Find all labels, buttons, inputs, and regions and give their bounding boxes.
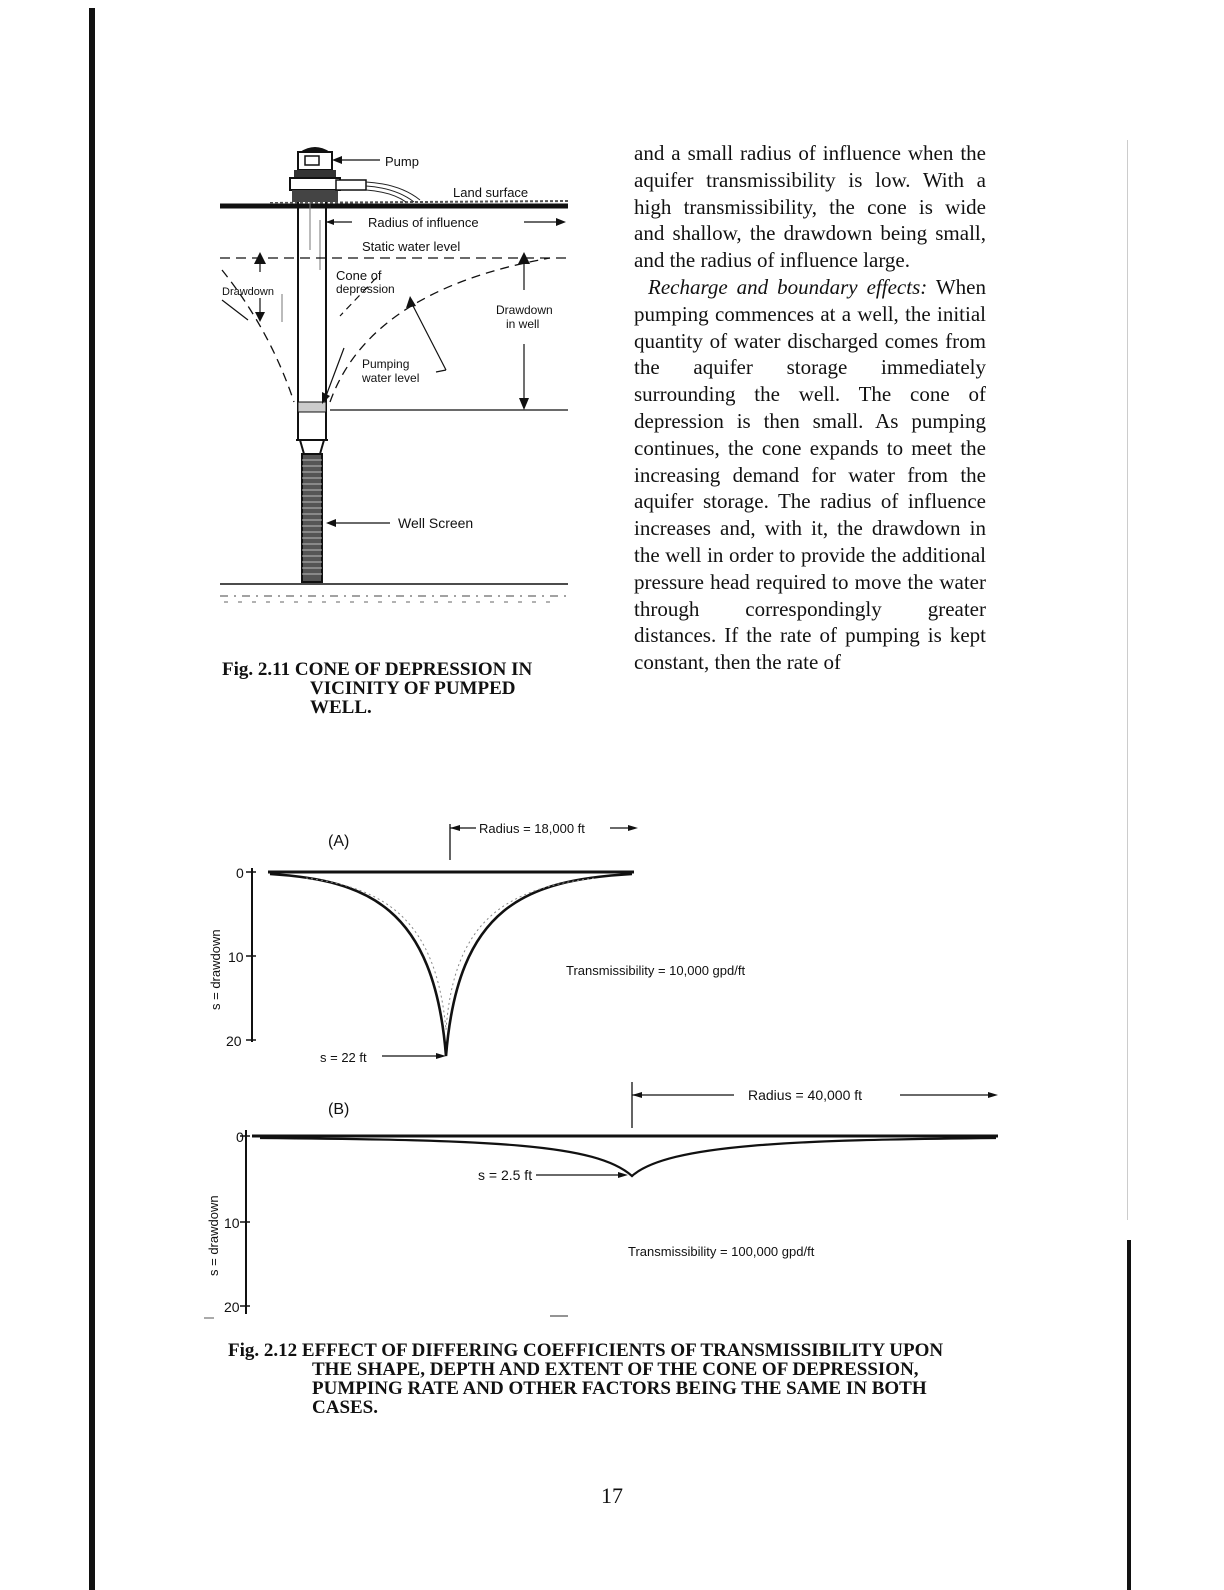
panel-a-ytick: 20 [226, 1033, 242, 1049]
pumping-level-pointers [322, 278, 446, 404]
panel-a-radius-label: Radius = 18,000 ft [479, 821, 585, 836]
panel-b-ytick: 20 [224, 1299, 240, 1315]
label-drawdown-well-line1: Drawdown [496, 303, 553, 317]
caption-line: THE SHAPE, DEPTH AND EXTENT OF THE CONE OF DEPRESSION, [312, 1359, 919, 1380]
panel-b-transmissibility: Transmissibility = 100,000 gpd/ft [628, 1244, 815, 1259]
panel-b-cone [260, 1138, 996, 1176]
label-radius-of-influence: Radius of influence [368, 215, 479, 230]
caption-line: CONE OF DEPRESSION IN [294, 659, 533, 680]
panel-b-ylabel: s = drawdown [206, 1195, 221, 1276]
page-edge-line [1127, 140, 1128, 1220]
label-land-surface: Land surface [453, 185, 529, 200]
label-pumping-line2: water level [362, 371, 420, 385]
land-surface-band [220, 201, 568, 206]
figure-2-12-diagram [196, 810, 1016, 1330]
panel-a-s-label: s = 22 ft [320, 1050, 367, 1065]
panel-a-ylabel: s = drawdown [208, 929, 223, 1010]
figure-2-12-caption [228, 1341, 993, 1417]
panel-a-ytick: 10 [228, 949, 244, 965]
panel-b-radius-label: Radius = 40,000 ft [748, 1087, 863, 1103]
label-drawdown-well-line2: in well [506, 317, 540, 331]
caption-number: Fig. 2.12 [228, 1340, 298, 1361]
label-cone-line1: Cone of [336, 268, 382, 283]
panel-a [208, 821, 745, 1065]
panel-b-label: (B) [328, 1101, 350, 1118]
label-pumping-line1: Pumping [362, 357, 410, 371]
pump-pointer [332, 156, 380, 164]
page-edge-bar-right [1127, 1240, 1131, 1590]
paragraph [634, 274, 986, 676]
paragraph: and a small radius of influence when the aquifer transmissibility is low. With a high transmissibility, the cone is wide and shallow, the drawdown being small, and the radius of influence large. [634, 141, 986, 273]
caption-line: CASES. [312, 1397, 378, 1418]
panel-a-transmissibility: Transmissibility = 10,000 gpd/ft [566, 963, 746, 978]
panel-b-ytick: 10 [224, 1215, 240, 1231]
aquifer-bottom [220, 584, 568, 602]
label-static-water-level: Static water level [362, 239, 461, 254]
label-cone-line2: depression [336, 282, 395, 296]
caption-line: PUMPING RATE AND OTHER FACTORS BEING THE SAME IN BOTH [312, 1378, 927, 1399]
panel-a-ytick: 0 [236, 865, 244, 881]
page-edge-bar [89, 8, 95, 1590]
caption-line: VICINITY OF PUMPED [310, 678, 516, 699]
figure-2-11-diagram [210, 140, 590, 610]
panel-b [204, 1082, 998, 1318]
label-well-screen: Well Screen [398, 515, 474, 531]
label-pump: Pump [385, 154, 419, 169]
page-number: 17 [601, 1483, 623, 1508]
caption-line: EFFECT OF DIFFERING COEFFICIENTS OF TRANSMISSIBILITY UPON [301, 1340, 944, 1361]
paragraph-text: When pumping commences at a well, the initial quantity of water discharged comes from the aquifer storage immediately surrounding the well. The cone of depression is then small. As pumping continues, the cone expands to meet the increasing demand for water from the aquifer storage. The radius of influence increases and, with it, the drawdown in the well in order to provide the additional pressure head required to move the water through correspondingly greater distances. If the rate of pumping is kept constant, then the rate of [634, 274, 987, 675]
panel-b-ytick: 0 [236, 1129, 244, 1145]
figure-2-11-caption [222, 660, 582, 717]
section-heading: Recharge and boundary effects: [648, 274, 928, 299]
well-screen [302, 454, 322, 582]
body-text-column [634, 140, 986, 676]
well-casing [296, 202, 328, 454]
panel-b-s-label: s = 2.5 ft [478, 1167, 533, 1183]
panel-a-label: (A) [328, 833, 350, 850]
caption-line: WELL. [310, 697, 372, 718]
well-screen-pointer [326, 519, 390, 527]
label-drawdown-left: Drawdown [222, 286, 274, 298]
caption-number: Fig. 2.11 [222, 659, 291, 680]
